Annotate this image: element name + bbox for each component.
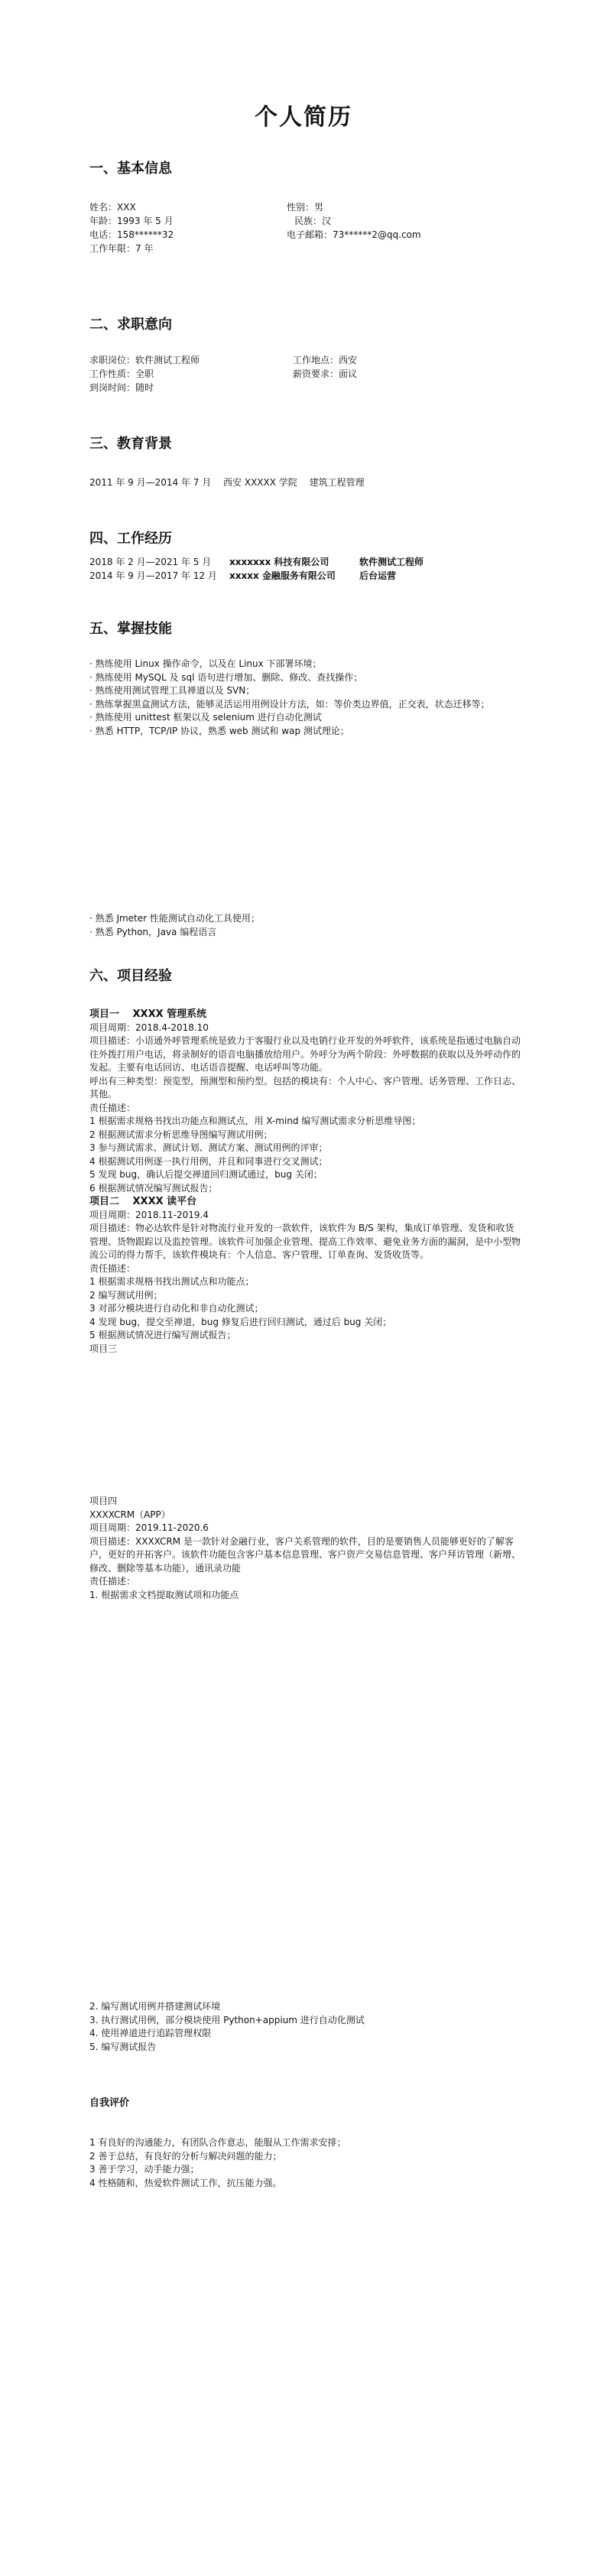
page-title: 个人简历 <box>255 104 352 131</box>
self-eval-list <box>89 2136 522 2190</box>
project-resp-item: 1 根据需求规格书找出测试点和功能点； <box>89 1276 255 1287</box>
section-heading-projects: 六、项目经验 <box>89 968 172 984</box>
basic-experience: 工作年限：7 年 <box>89 243 154 254</box>
skill-item: · 熟悉 HTTP，TCP/IP 协议，熟悉 web 测试和 wap 测试理论； <box>89 725 349 736</box>
work-period-1: 2018 年 2 月—2021 年 5 月 <box>89 557 212 567</box>
project-resp-item: 2 根据测试需求分析思维导图编写测试用例； <box>89 1129 273 1140</box>
skill-item: · 熟练掌握黑盒测试方法，能够灵活运用用例设计方法，如：等价类边界值，正交表，状态迁移等； <box>89 698 490 710</box>
skill-item: · 熟练使用测试管理工具禅道以及 SVN； <box>89 685 255 696</box>
basic-age: 年龄：1993 年 5 月 <box>89 216 174 226</box>
skill-item: · 熟悉 Python，Java 编程语言 <box>89 926 217 937</box>
project-period: 项目周期：2018.4-2018.10 <box>89 1022 209 1033</box>
project-period: 项目周期：2019.11-2020.6 <box>89 1522 209 1533</box>
project-resp-item: 4 根据测试用例逐一执行用例，并且和同事进行交叉测试； <box>89 1155 328 1167</box>
project-desc: 项目描述：小语通外呼管理系统是致力于客服行业以及电销行业开发的外呼软件，该系统是指通过电脑自动往外拨打用户电话，将录制好的语音电脑播放给用户。外呼分为两个阶段：外呼数据的获取以及外呼动作的发起。主要有电话回访、电话语音提醒、电话呼叫等功能。 <box>89 1035 521 1073</box>
project-resp-item: 5 根据测试情况进行编写测试报告； <box>89 1330 236 1340</box>
project-4 <box>89 1495 522 1602</box>
project-resp-item: 5. 编写测试报告 <box>89 2041 157 2052</box>
self-eval-item: 4 性格随和，热爱软件测试工作，抗压能力强。 <box>89 2177 282 2188</box>
project-title: 项目二 XXXX 读平台 <box>89 1196 197 1207</box>
project-resp-item: 5 发现 bug，确认后提交禅道回归测试通过，bug 关闭； <box>89 1169 323 1180</box>
skill-item: · 熟悉 Jmeter 性能测试自动化工具使用； <box>89 913 260 924</box>
project-1 <box>89 1008 522 1356</box>
intent-salary: 薪资要求：面议 <box>293 369 358 379</box>
basic-ethnicity: 民族：汉 <box>294 216 332 226</box>
self-eval-item: 3 善于学习，动手能力强； <box>89 2164 200 2175</box>
project-resp-item: 1. 根据需求文档提取测试项和功能点 <box>89 1589 239 1600</box>
project-4-resp-more <box>89 2000 522 2054</box>
project-resp-item: 3. 执行测试用例，部分模块使用 Python+appium 进行自动化测试 <box>89 2014 365 2025</box>
project-resp-item: 1 根据需求规格书找出功能点和测试点，用 X-mind 编写测试需求分析思维导图； <box>89 1116 421 1126</box>
project-title: 项目一 XXXX 管理系统 <box>89 1009 207 1020</box>
skill-item: · 熟练使用 unittest 框架以及 selenium 进行自动化测试 <box>89 712 322 723</box>
project-resp-label: 责任描述： <box>89 1102 136 1113</box>
project-resp-item: 4. 使用禅道进行追踪管理权限 <box>89 2028 212 2038</box>
work-role-1: 软件测试工程师 <box>359 557 424 567</box>
project-resp-item: 3 参与测试需求、测试计划、测试方案、测试用例的评审； <box>89 1142 328 1153</box>
skill-item: · 熟练使用 MySQL 及 sql 语句进行增加、删除、修改、查找操作； <box>89 671 363 683</box>
work-period-2: 2014 年 9 月—2017 年 12 月 <box>89 570 217 581</box>
project-resp-label: 责任描述： <box>89 1262 136 1274</box>
project-resp-item: 4 发现 bug，提交至禅道，bug 修复后进行回归测试，通过后 bug 关闭； <box>89 1316 392 1327</box>
section-heading-intent: 二、求职意向 <box>89 317 172 333</box>
self-eval-item: 1 有良好的沟通能力，有团队合作意志，能服从工作需求安排； <box>89 2137 346 2148</box>
intent-position: 求职岗位：软件测试工程师 <box>89 355 200 365</box>
section-heading-work: 四、工作经历 <box>89 531 172 547</box>
basic-gender: 性别：男 <box>287 202 324 213</box>
section-heading-skills: 五、掌握技能 <box>89 621 172 637</box>
project-types: 呼出有三种类型：预览型，预测型和预约型。包括的模块有：个人中心、客户管理、话务管理、工作日志、其他。 <box>89 1075 521 1100</box>
basic-phone: 电话：158******32 <box>89 229 174 240</box>
intent-start: 到岗时间：随时 <box>89 382 154 393</box>
skill-item: · 熟练使用 Linux 操作命令，以及在 Linux 下部署环境； <box>89 658 322 669</box>
project-resp-item: 2 编写测试用例； <box>89 1289 163 1301</box>
basic-name: 姓名：XXX <box>89 202 136 213</box>
project-period: 项目周期：2018.11-2019.4 <box>89 1209 209 1220</box>
intent-location: 工作地点：西安 <box>293 355 358 365</box>
intent-nature: 工作性质：全职 <box>89 369 154 379</box>
project-resp-item: 2. 编写测试用例并搭建测试环境 <box>89 2001 221 2012</box>
skills-list-more <box>89 912 522 939</box>
work-role-2: 后台运营 <box>359 570 397 581</box>
basic-email: 电子邮箱：73******2@qq.com <box>287 229 421 240</box>
project-resp-item: 3 对部分模块进行自动化和非自动化测试； <box>89 1303 264 1314</box>
project-resp-item: 6 根据测试情况编写测试报告； <box>89 1182 218 1194</box>
section-heading-self-eval: 自我评价 <box>89 2097 130 2109</box>
skills-list <box>89 658 522 738</box>
project-title: 项目四 <box>89 1496 118 1506</box>
self-eval-item: 2 善于总结，有良好的分析与解决问题的能力； <box>89 2150 282 2162</box>
education-entry: 2011 年 9 月—2014 年 7 月 西安 XXXXX 学院 建筑工程管理 <box>89 477 365 488</box>
project-desc: 项目描述：XXXXCRM 是一款针对金融行业，客户关系管理的软件，目的是要销售人员能够更好的了解客户，更好的开拓客户。该软件功能包含客户基本信息管理、客户资产交易信息管理、客户拜访管理（新增、修改、删除等基本功能），通讯录功能 <box>89 1535 521 1574</box>
work-company-1: xxxxxxx 科技有限公司 <box>229 557 329 567</box>
section-heading-education: 三、教育背景 <box>89 436 172 452</box>
project-resp-label: 责任描述： <box>89 1576 136 1587</box>
section-heading-basic: 一、基本信息 <box>89 161 172 177</box>
project-desc: 项目描述：物必达软件是针对物流行业开发的一款软件，该软件为 B/S 架构，集成订单管理、发货和收货管理、货物跟踪以及监控管理。该软件可加强企业管理、提高工作效率、避免业务方面的漏洞，是中小型物流公司的得力帮手，该软件模块有：个人信息、客户管理、订单查询、发货收货等。 <box>89 1223 521 1260</box>
work-company-2: xxxxx 金融服务有限公司 <box>229 570 336 581</box>
project-title: 项目三 <box>89 1343 118 1354</box>
project-name: XXXXCRM（APP） <box>89 1509 170 1520</box>
